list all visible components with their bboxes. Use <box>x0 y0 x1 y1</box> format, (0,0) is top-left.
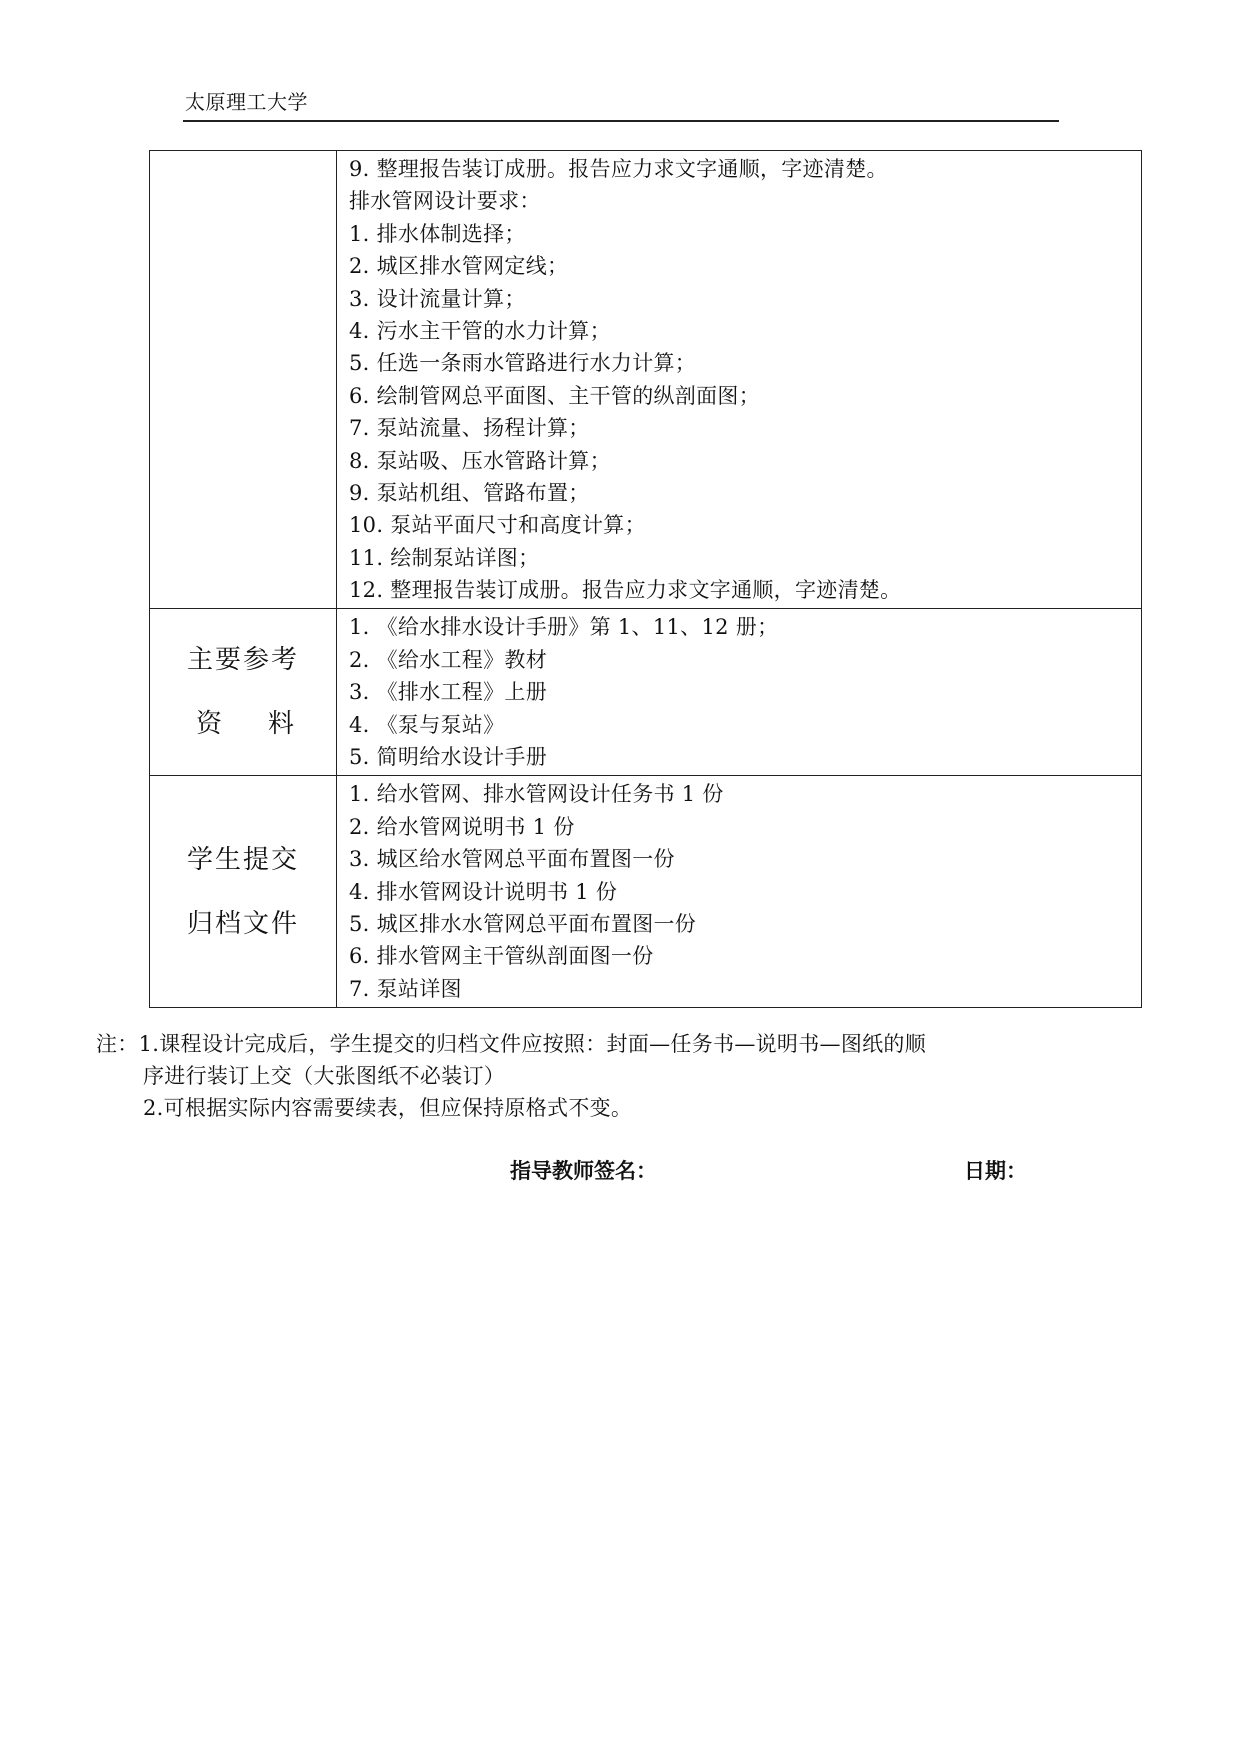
requirement-line: 2. 城区排水管网定线； <box>349 254 569 279</box>
archive-label-line1: 学生提交 <box>186 844 299 875</box>
archive-item: 3. 城区给水管网总平面布置图一份 <box>349 847 675 872</box>
page-header <box>183 88 1059 122</box>
requirement-line: 5. 任选一条雨水管路进行水力计算； <box>349 351 697 376</box>
requirement-line: 4. 污水主干管的水力计算； <box>349 318 611 343</box>
archive-item: 4. 排水管网设计说明书 1 份 <box>349 879 618 904</box>
requirement-line: 9. 整理报告装订成册。报告应力求文字通顺，字迹清楚。 <box>349 157 888 181</box>
reference-item: 5. 简明给水设计手册 <box>349 745 548 770</box>
archive-item: 7. 泵站详图 <box>349 976 462 1001</box>
reference-item: 2. 《给水工程》教材 <box>349 647 548 672</box>
references-label-line1: 主要参考 <box>186 645 299 676</box>
references-label-line2: 资料 <box>196 709 341 740</box>
notes-section <box>96 1028 1096 1124</box>
requirement-line: 10. 泵站平面尺寸和高度计算； <box>349 513 646 538</box>
reference-item: 4. 《泵与泵站》 <box>349 712 505 737</box>
row-content-references <box>337 609 1142 776</box>
requirement-line: 9. 泵站机组、管路布置； <box>349 480 590 505</box>
requirement-line: 6. 绘制管网总平面图、主干管的纵剖面图； <box>349 383 761 408</box>
requirement-line: 11. 绘制泵站详图； <box>349 545 540 570</box>
row-content-requirements <box>337 151 1142 609</box>
note-line-3: 2.可根据实际内容需要续表，但应保持原格式不变。 <box>143 1096 633 1120</box>
reference-item: 1. 《给水排水设计手册》第 1、11、12 册； <box>349 615 779 640</box>
date-label: 日期： <box>964 1159 1027 1183</box>
archive-item: 6. 排水管网主干管纵剖面图一份 <box>349 944 654 969</box>
table-row-archive-files <box>150 776 1142 1008</box>
course-design-table <box>149 150 1142 1008</box>
reference-item: 3. 《排水工程》上册 <box>349 680 548 705</box>
archive-label-line2: 归档文件 <box>186 908 299 939</box>
table-row-references <box>150 609 1142 776</box>
table-row-design-requirements <box>150 151 1142 609</box>
row-label-archive <box>150 776 337 1008</box>
requirement-line: 12. 整理报告装订成册。报告应力求文字通顺，字迹清楚。 <box>349 578 902 603</box>
note-line-1: 注：1.课程设计完成后，学生提交的归档文件应按照：封面—任务书—说明书—图纸的顺 <box>96 1032 927 1056</box>
requirement-line: 7. 泵站流量、扬程计算； <box>349 416 590 441</box>
row-content-archive <box>337 776 1142 1008</box>
teacher-signature-label: 指导教师签名： <box>510 1159 657 1183</box>
requirement-line: 1. 排水体制选择； <box>349 221 526 246</box>
archive-item: 5. 城区排水水管网总平面布置图一份 <box>349 911 697 936</box>
archive-item: 2. 给水管网说明书 1 份 <box>349 814 575 839</box>
university-name: 太原理工大学 <box>185 90 308 114</box>
requirement-line: 8. 泵站吸、压水管路计算； <box>349 448 611 473</box>
requirement-line: 3. 设计流量计算； <box>349 286 526 311</box>
requirement-line: 排水管网设计要求： <box>349 189 541 214</box>
note-line-2: 序进行装订上交（大张图纸不必装订） <box>143 1064 506 1088</box>
row-label-references <box>150 609 341 776</box>
row-label-empty <box>150 151 337 609</box>
archive-item: 1. 给水管网、排水管网设计任务书 1 份 <box>349 782 724 807</box>
